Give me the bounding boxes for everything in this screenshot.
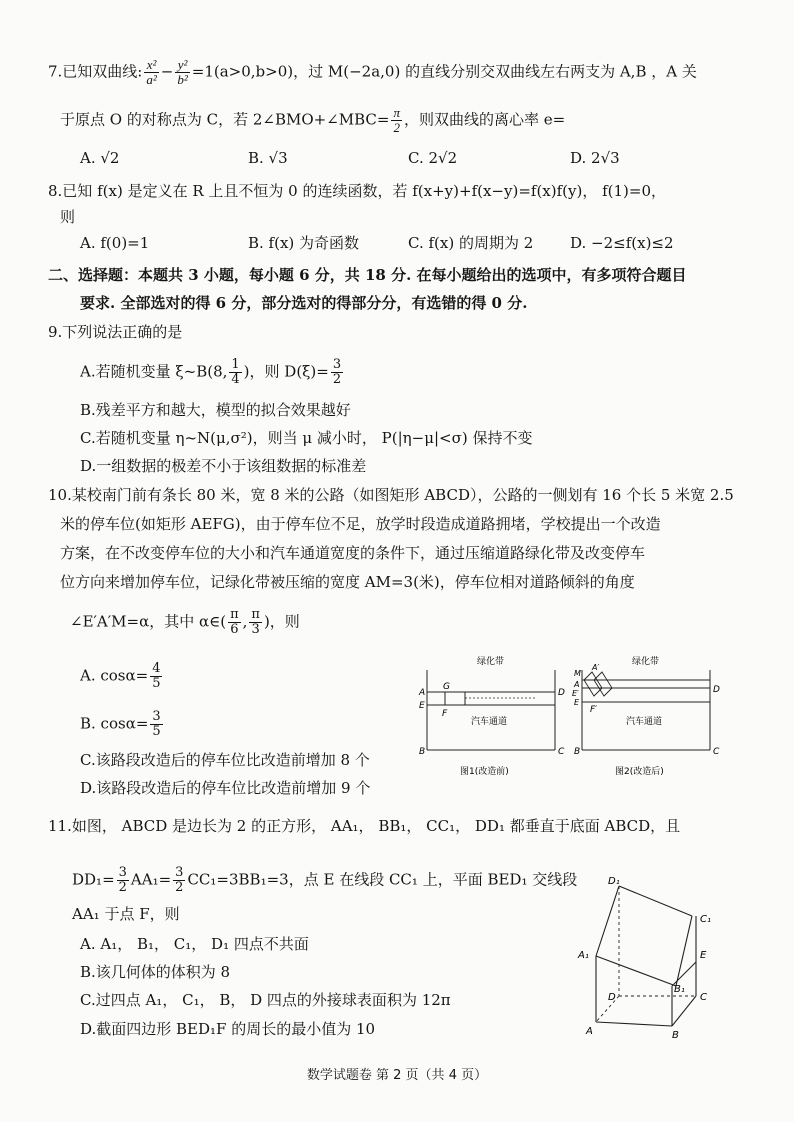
- frac-num: y²: [175, 58, 189, 73]
- q10-frac-pi3: [249, 608, 262, 637]
- q10-figure-1: [415, 650, 570, 780]
- q11-frac-1: [117, 866, 129, 895]
- fig1-label-a: A: [419, 688, 426, 698]
- frac-den: 2: [175, 880, 184, 895]
- frac-num: 1: [231, 357, 240, 372]
- q10-line5: ∠E′A′M=α，其中 α∈( $\frac{\pi}{6}$ , $\frac{\pi}{3}$ )，则: [70, 607, 300, 637]
- q10-frac-pi6: [228, 608, 241, 637]
- fig2-label-b: B: [574, 747, 581, 757]
- q11-line2: [72, 866, 577, 895]
- q11-aa1: AA₁=: [130, 870, 172, 889]
- q10-option-a: [80, 662, 164, 691]
- fig1-label-b: B: [419, 747, 426, 757]
- q7-line1: [48, 58, 697, 87]
- edge-d1-a1: [596, 886, 619, 956]
- q10-line3: 方案，在不改变停车位的大小和汽车通道宽度的条件下，通过压缩道路绿化带及改变停车: [60, 544, 646, 562]
- q10-option-c: C.该路段改造后的停车位比改造前增加 8 个: [80, 751, 370, 769]
- edge-b1-c1: [672, 962, 696, 986]
- edge-c1-c: [676, 916, 692, 986]
- frac-num: 3: [175, 865, 184, 880]
- q9-a-text: A.若随机变量 ξ~B(8,: [80, 362, 228, 381]
- fig2-label-e: E: [574, 698, 580, 707]
- q7-pi-fraction: [391, 106, 402, 135]
- edge-a1-b1: [596, 956, 676, 986]
- fig1-label-e: E: [419, 701, 425, 711]
- q8-option-d: D. −2≤f(x)≤2: [570, 234, 674, 252]
- q9-option-d: D.一组数据的极差不小于该组数据的标准差: [80, 457, 367, 475]
- fig2-label-a: A: [574, 680, 580, 689]
- frac-num: 3: [118, 865, 127, 880]
- q7-stem-rest: =1(a>0,b>0)，过 M(−2a,0) 的直线分别交双曲线左右两支为 A,B ，A 关: [191, 62, 697, 81]
- fig-label-a: A: [586, 1026, 593, 1037]
- q8-option-a: A. f(0)=1: [80, 234, 150, 252]
- q10-angle-def: ∠E′A′M=α，其中 α∈(: [70, 612, 227, 631]
- q7-option-d: D. 2√3: [570, 149, 620, 167]
- frac-den: 2: [118, 880, 127, 895]
- fig1-label-g: G: [443, 682, 450, 692]
- q7-y-fraction: [175, 58, 189, 87]
- q7-option-c: C. 2√2: [408, 149, 458, 167]
- fig1-label-d: D: [558, 688, 565, 698]
- fig2-label-c: C: [713, 747, 720, 757]
- edge-d1-c1: [619, 886, 692, 916]
- fig-label-c1: C₁: [700, 914, 711, 925]
- q11-option-c: C.过四点 A₁， C₁， B， D 四点的外接球表面积为 12π: [80, 991, 451, 1009]
- q9-option-c: C.若随机变量 η~N(μ,σ²)，则当 μ 减小时， P(|η−μ|<σ) 保持不变: [80, 429, 533, 447]
- frac-den: 2: [332, 372, 342, 387]
- frac-den: 2: [393, 120, 400, 135]
- fig-label-b1: B₁: [674, 984, 685, 995]
- q11-dd1: DD₁=: [72, 870, 115, 889]
- fig1-caption: 图1(改造前): [460, 767, 509, 777]
- q7-option-b: B. √3: [248, 149, 288, 167]
- frac-den: 4: [231, 372, 240, 387]
- fig1-label-c: C: [558, 747, 565, 757]
- q9-stem: 9.下列说法正确的是: [48, 323, 183, 341]
- q9-a-fraction-1: [229, 358, 241, 387]
- q8-option-c: C. f(x) 的周期为 2: [408, 234, 534, 252]
- frac-num: π: [393, 105, 400, 120]
- q11-line1: 11.如图， ABCD 是边长为 2 的正方形， AA₁， BB₁， CC₁， DD₁ 都垂直于底面 ABCD，且: [48, 817, 681, 835]
- fig2-label-f-prime: F′: [590, 705, 598, 715]
- q10-then: )，则: [263, 612, 300, 631]
- q7-condition: 于原点 O 的对称点为 C，若 2∠BMO+∠MBC=: [60, 110, 390, 129]
- q10-figure-2: [570, 650, 725, 780]
- fig2-slot-1: [584, 672, 602, 696]
- frac-num: 3: [332, 357, 342, 372]
- q9-option-b: B.残差平方和越大，模型的拟合效果越好: [80, 401, 351, 419]
- fig2-label-a-prime: A′: [592, 663, 600, 672]
- fig-label-e: E: [700, 950, 707, 961]
- q9-a-mid: )，则 D(ξ)=: [243, 362, 329, 381]
- fig-label-c: C: [700, 992, 707, 1003]
- q11-solid-figure: [572, 872, 722, 1044]
- frac-num: π: [251, 607, 260, 622]
- q7-option-a: A. √2: [80, 149, 120, 167]
- q8-line2: 则: [60, 208, 76, 226]
- frac-den: 3: [251, 622, 260, 637]
- q9-option-a: [80, 358, 345, 387]
- fig2-lane-label: 汽车通道: [626, 717, 663, 727]
- q10-line2: 米的停车位(如矩形 AEFG)，由于停车位不足，放学时段造成道路拥堵，学校提出一个改造: [60, 515, 661, 533]
- q11-frac-2: [173, 866, 185, 895]
- q11-line2-rest: CC₁=3BB₁=3，点 E 在线段 CC₁ 上，平面 BED₁ 交线段: [187, 870, 578, 889]
- q10-option-d: D.该路段改造后的停车位比改造前增加 9 个: [80, 779, 371, 797]
- fig2-caption: 图2(改造后): [615, 767, 664, 777]
- q7-line2: [60, 106, 565, 135]
- frac-num: 4: [152, 661, 161, 676]
- frac-den: 5: [152, 724, 161, 739]
- q10-line4: 位方向来增加停车位，记绿化带被压缩的宽度 AM=3(米)，停车位相对道路倾斜的角度: [60, 573, 635, 591]
- fig1-greenbelt-label: 绿化带: [477, 657, 505, 667]
- fig-label-a1: A₁: [578, 950, 589, 961]
- fig-label-d: D: [608, 992, 616, 1003]
- q7-x-fraction: [144, 58, 158, 87]
- q10-line1: 10.某校南门前有条长 80 米，宽 8 米的公路（如图矩形 ABCD），公路的一侧划有 16 个长 5 米宽 2.5: [48, 486, 734, 504]
- q10-b-fraction: [150, 710, 162, 739]
- q7-stem-start: 7.已知双曲线:: [48, 62, 143, 81]
- minus-sign: −: [160, 62, 174, 81]
- fig-label-b: B: [672, 1030, 679, 1041]
- frac-num: π: [230, 607, 239, 622]
- fig2-greenbelt-label: 绿化带: [632, 657, 660, 667]
- fig2-slot-2: [594, 672, 612, 696]
- fig2-label-e-prime: E′: [572, 689, 579, 698]
- frac-num: 3: [152, 709, 161, 724]
- page-footer: 数学试题卷 第 2 页（共 4 页）: [306, 1068, 488, 1083]
- q11-option-b: B.该几何体的体积为 8: [80, 963, 231, 981]
- edge-b-c: [672, 996, 696, 1026]
- fig2-label-d: D: [713, 685, 720, 695]
- edge-a-b: [596, 1022, 672, 1026]
- frac-den: b²: [177, 72, 188, 87]
- frac-den: 6: [230, 622, 239, 637]
- fig1-label-f: F: [442, 709, 448, 719]
- section2-instructions: 要求. 全部选对的得 6 分，部分选对的得部分分，有选错的得 0 分.: [80, 294, 528, 312]
- frac-den: 5: [152, 676, 161, 691]
- q11-line3: AA₁ 于点 F，则: [72, 905, 180, 923]
- q10-a-fraction: [150, 662, 162, 691]
- q11-option-a: A. A₁， B₁， C₁， D₁ 四点不共面: [80, 935, 309, 953]
- q8-line1: 8.已知 f(x) 是定义在 R 上且不恒为 0 的连续函数，若 f(x+y)+f(x−y)=f(x)f(y)， f(1)=0，: [48, 182, 667, 200]
- q7-question: ，则双曲线的离心率 e=: [404, 110, 566, 129]
- q10-b-text: B. cosα=: [80, 714, 149, 733]
- q8-option-b: B. f(x) 为奇函数: [248, 234, 360, 252]
- q10-option-b: [80, 710, 165, 739]
- q11-option-d: D.截面四边形 BED₁F 的周长的最小值为 10: [80, 1020, 376, 1038]
- frac-den: a²: [146, 72, 157, 87]
- q10-a-text: A. cosα=: [80, 666, 149, 685]
- fig1-lane-label: 汽车通道: [471, 717, 508, 727]
- fig2-label-m: M: [574, 669, 581, 678]
- frac-num: x²: [144, 58, 158, 73]
- q9-a-fraction-2: [331, 358, 343, 387]
- section2-heading: 二、选择题：本题共 3 小题，每小题 6 分，共 18 分. 在每小题给出的选项中，有多项符合题目: [48, 266, 687, 284]
- fig-label-d1: D₁: [608, 876, 620, 887]
